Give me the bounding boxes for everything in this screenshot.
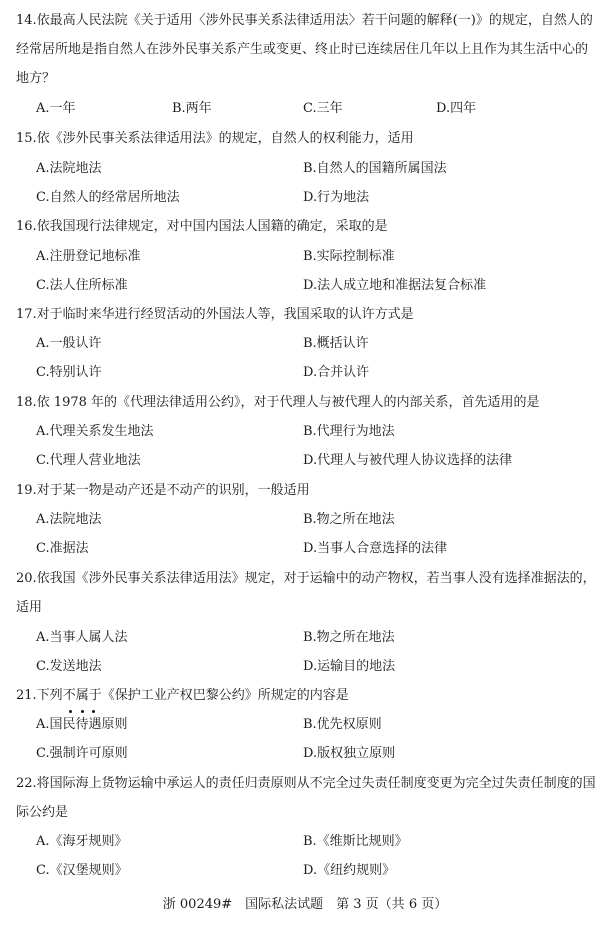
option-c: C.特别认许 (36, 365, 102, 380)
question-stem: 22.将国际海上货物运输中承运人的责任归责原则从不完全过失责任制度变更为完全过失责任制度的国际公约是 (16, 776, 596, 820)
question-stem: 14.依最高人民法院《关于适用〈涉外民事关系法律适用法〉若干问题的解释(一)》的规定，自然人的经常居所地是指自然人在涉外民事关系产生或变更、终止时已连续居住几年以上且作为其生活中心的地方？ (16, 13, 593, 86)
options-row (0, 417, 610, 446)
option-a: A.法院地法 (36, 512, 102, 527)
options-row (0, 652, 610, 681)
option-a: A.一般认许 (36, 336, 102, 351)
options-row (0, 271, 610, 300)
option-b: B.自然人的国籍所属国法 (303, 161, 447, 176)
question-stem: 19.对于某一物是动产还是不动产的识别，一般适用 (16, 483, 310, 498)
options-row (0, 827, 610, 856)
stem-prefix: 21.下列 (16, 688, 63, 703)
option-d: D.合并认许 (303, 365, 370, 380)
option-a: A.当事人属人法 (36, 630, 128, 645)
option-c: C.发送地法 (36, 659, 102, 674)
option-c: C.自然人的经常居所地法 (36, 190, 180, 205)
question-stem: 18.依 1978 年的《代理法律适用公约》，对于代理人与被代理人的内部关系，首先适用的是 (16, 395, 540, 410)
options-row (0, 505, 610, 534)
option-b: B.两年 (172, 101, 212, 116)
stem-suffix: 《保护工业产权巴黎公约》所规定的内容是 (101, 688, 349, 703)
option-a: A.《海牙规则》 (36, 834, 128, 849)
option-b: B.实际控制标准 (303, 249, 395, 264)
option-b: B.物之所在地法 (303, 630, 395, 645)
option-b: B.《维斯比规则》 (303, 834, 408, 849)
option-c: C.强制许可原则 (36, 746, 128, 761)
options-row (0, 623, 610, 652)
options-row (0, 358, 610, 387)
option-c: C.代理人营业地法 (36, 453, 141, 468)
option-d: D.当事人合意选择的法律 (303, 541, 448, 556)
option-a: A.国民待遇原则 (36, 717, 128, 732)
option-d: D.版权独立原则 (303, 746, 396, 761)
emphasized-text (63, 681, 102, 710)
options-row (0, 446, 610, 475)
option-d: D.《纽约规则》 (303, 863, 396, 878)
options-row (0, 710, 610, 739)
option-c: C.法人住所标准 (36, 278, 128, 293)
option-b: B.概括认许 (303, 336, 369, 351)
option-c: C.准据法 (36, 541, 89, 556)
options-row (0, 534, 610, 563)
option-b: B.优先权原则 (303, 717, 382, 732)
option-d: D.代理人与被代理人协议选择的法律 (303, 453, 513, 468)
option-c: C.《汉堡规则》 (36, 863, 128, 878)
options-row (0, 329, 610, 358)
options-row (0, 183, 610, 212)
option-a: A.代理关系发生地法 (36, 424, 154, 439)
question-stem: 15.依《涉外民事关系法律适用法》的规定，自然人的权利能力，适用 (16, 131, 414, 146)
option-d: D.行为地法 (303, 190, 370, 205)
option-b: B.物之所在地法 (303, 512, 395, 527)
question-stem (16, 681, 596, 710)
emphasis-label: 不属于 (62, 688, 102, 703)
question-stem: 20.依我国《涉外民事关系法律适用法》规定，对于运输中的动产物权，若当事人没有选择准据法的，适用 (16, 571, 596, 615)
option-a: A.注册登记地标准 (36, 249, 141, 264)
page-footer: 浙 00249# 国际私法试题 第 3 页（共 6 页） (162, 897, 448, 912)
question-stem: 17.对于临时来华进行经贸活动的外国法人等，我国采取的认许方式是 (16, 307, 414, 322)
option-a: A.法院地法 (36, 161, 102, 176)
options-row (0, 154, 610, 183)
options-row (0, 856, 610, 885)
option-d: D.法人成立地和准据法复合标准 (303, 278, 487, 293)
option-c: C.三年 (303, 101, 343, 116)
options-row (0, 739, 610, 768)
options-row (0, 242, 610, 271)
options-row (0, 94, 610, 123)
option-b: B.代理行为地法 (303, 424, 395, 439)
question-stem: 16.依我国现行法律规定，对中国内国法人国籍的确定，采取的是 (16, 219, 388, 234)
option-d: D.运输目的地法 (303, 659, 396, 674)
option-a: A.一年 (36, 101, 76, 116)
option-d: D.四年 (436, 101, 477, 116)
